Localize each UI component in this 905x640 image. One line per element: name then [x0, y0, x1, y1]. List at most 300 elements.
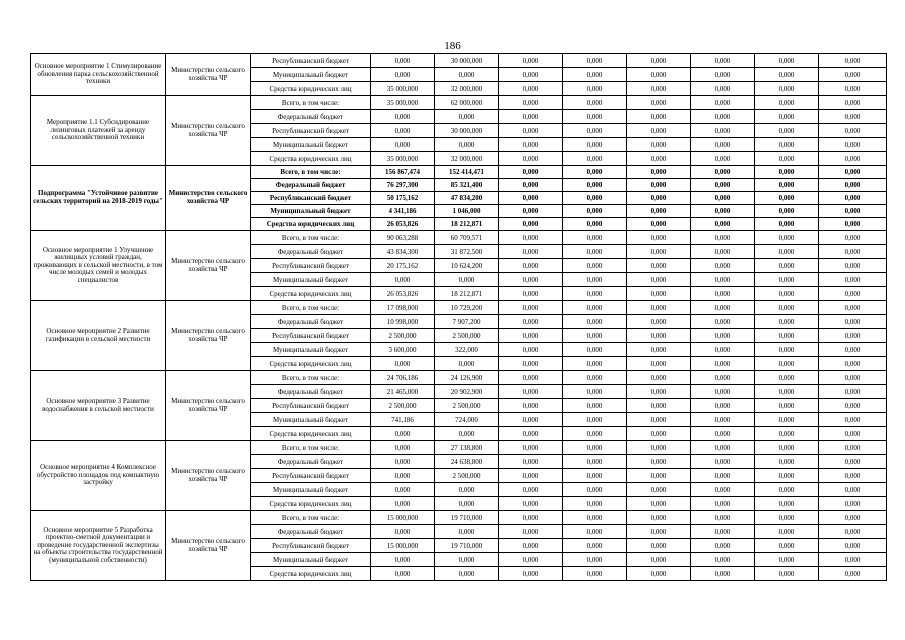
- amount-cell: 0,000: [499, 399, 563, 413]
- amount-cell: 0,000: [371, 54, 435, 68]
- program-name-cell: Основное мероприятие 2 Развитие газификации в сельской местности: [31, 301, 166, 371]
- amount-cell: 0,000: [755, 567, 819, 581]
- amount-cell: 0,000: [755, 192, 819, 205]
- amount-cell: 0,000: [371, 483, 435, 497]
- amount-cell: 0,000: [755, 399, 819, 413]
- amount-cell: 0,000: [691, 273, 755, 287]
- amount-cell: 0,000: [755, 483, 819, 497]
- amount-cell: 0,000: [499, 329, 563, 343]
- amount-cell: 0,000: [499, 82, 563, 96]
- amount-cell: 0,000: [499, 54, 563, 68]
- amount-cell: 0,000: [499, 110, 563, 124]
- funding-source-cell: Всего, в том числе:: [251, 231, 371, 245]
- funding-source-cell: Средства юридических лиц: [251, 82, 371, 96]
- amount-cell: 0,000: [627, 68, 691, 82]
- amount-cell: 0,000: [755, 68, 819, 82]
- amount-cell: 0,000: [755, 315, 819, 329]
- amount-cell: 0,000: [627, 82, 691, 96]
- amount-cell: 0,000: [563, 166, 627, 179]
- amount-cell: 0,000: [691, 192, 755, 205]
- amount-cell: 0,000: [819, 138, 887, 152]
- amount-cell: 0,000: [435, 68, 499, 82]
- amount-cell: 0,000: [819, 371, 887, 385]
- amount-cell: 18 212,871: [435, 287, 499, 301]
- amount-cell: 0,000: [627, 259, 691, 273]
- amount-cell: 0,000: [691, 301, 755, 315]
- amount-cell: 31 872,500: [435, 245, 499, 259]
- amount-cell: 0,000: [691, 511, 755, 525]
- amount-cell: 0,000: [499, 413, 563, 427]
- funding-source-cell: Муниципальный бюджет: [251, 68, 371, 82]
- amount-cell: 0,000: [499, 371, 563, 385]
- amount-cell: 0,000: [371, 469, 435, 483]
- amount-cell: 0,000: [627, 110, 691, 124]
- amount-cell: 0,000: [563, 301, 627, 315]
- amount-cell: 0,000: [755, 166, 819, 179]
- amount-cell: 0,000: [627, 371, 691, 385]
- amount-cell: 0,000: [563, 231, 627, 245]
- amount-cell: 0,000: [435, 138, 499, 152]
- amount-cell: 0,000: [755, 179, 819, 192]
- funding-source-cell: Средства юридических лиц: [251, 218, 371, 231]
- amount-cell: 0,000: [819, 124, 887, 138]
- amount-cell: 0,000: [819, 315, 887, 329]
- budget-table: [30, 53, 887, 581]
- amount-cell: 0,000: [755, 511, 819, 525]
- amount-cell: 0,000: [755, 427, 819, 441]
- amount-cell: 0,000: [371, 427, 435, 441]
- amount-cell: 2 500,000: [435, 329, 499, 343]
- amount-cell: 0,000: [627, 455, 691, 469]
- funding-source-cell: Республиканский бюджет: [251, 329, 371, 343]
- amount-cell: 0,000: [627, 205, 691, 218]
- amount-cell: 0,000: [691, 110, 755, 124]
- amount-cell: 0,000: [755, 455, 819, 469]
- amount-cell: 0,000: [499, 497, 563, 511]
- table-row: [31, 54, 887, 68]
- program-name-cell: Основное мероприятие 4 Комплексное обустройство площадок под компактную застройку: [31, 441, 166, 511]
- amount-cell: 0,000: [627, 553, 691, 567]
- amount-cell: 0,000: [371, 138, 435, 152]
- amount-cell: 0,000: [755, 231, 819, 245]
- funding-source-cell: Всего, в том числе:: [251, 96, 371, 110]
- amount-cell: 0,000: [819, 205, 887, 218]
- amount-cell: 0,000: [563, 259, 627, 273]
- amount-cell: 0,000: [819, 273, 887, 287]
- ministry-cell: Министерство сельского хозяйства ЧР: [166, 301, 251, 371]
- amount-cell: 0,000: [755, 218, 819, 231]
- amount-cell: 30 000,000: [435, 124, 499, 138]
- amount-cell: 0,000: [563, 567, 627, 581]
- amount-cell: 0,000: [627, 511, 691, 525]
- amount-cell: 0,000: [691, 54, 755, 68]
- amount-cell: 0,000: [563, 124, 627, 138]
- amount-cell: 0,000: [499, 483, 563, 497]
- amount-cell: 0,000: [499, 525, 563, 539]
- funding-source-cell: Всего, в том числе:: [251, 371, 371, 385]
- amount-cell: 0,000: [627, 315, 691, 329]
- amount-cell: 0,000: [627, 301, 691, 315]
- amount-cell: 0,000: [563, 441, 627, 455]
- program-name-cell: Основное мероприятие 5 Разработка проектно-сметной документации и проведение государственной экспертизы на объекты строительства государственной (муниципальной собственности): [31, 511, 166, 581]
- amount-cell: 32 000,000: [435, 82, 499, 96]
- amount-cell: 0,000: [627, 343, 691, 357]
- amount-cell: 0,000: [627, 329, 691, 343]
- amount-cell: 0,000: [499, 441, 563, 455]
- amount-cell: 0,000: [627, 357, 691, 371]
- amount-cell: 20 902,900: [435, 385, 499, 399]
- funding-source-cell: Всего, в том числе:: [251, 511, 371, 525]
- amount-cell: 0,000: [691, 469, 755, 483]
- amount-cell: 0,000: [627, 138, 691, 152]
- amount-cell: 0,000: [819, 399, 887, 413]
- amount-cell: 2 500,000: [371, 329, 435, 343]
- amount-cell: 0,000: [691, 245, 755, 259]
- amount-cell: 0,000: [755, 385, 819, 399]
- amount-cell: 0,000: [755, 82, 819, 96]
- amount-cell: 0,000: [371, 553, 435, 567]
- amount-cell: 0,000: [499, 357, 563, 371]
- amount-cell: 322,000: [435, 343, 499, 357]
- amount-cell: 0,000: [499, 124, 563, 138]
- amount-cell: 0,000: [627, 539, 691, 553]
- amount-cell: 0,000: [627, 192, 691, 205]
- amount-cell: 17 098,000: [371, 301, 435, 315]
- ministry-cell: Министерство сельского хозяйства ЧР: [166, 511, 251, 581]
- amount-cell: 0,000: [819, 192, 887, 205]
- amount-cell: 0,000: [691, 483, 755, 497]
- amount-cell: 0,000: [563, 553, 627, 567]
- amount-cell: 0,000: [499, 218, 563, 231]
- amount-cell: 0,000: [563, 357, 627, 371]
- amount-cell: 0,000: [819, 179, 887, 192]
- amount-cell: 0,000: [691, 68, 755, 82]
- funding-source-cell: Федеральный бюджет: [251, 455, 371, 469]
- amount-cell: 0,000: [691, 371, 755, 385]
- amount-cell: 0,000: [627, 497, 691, 511]
- amount-cell: 0,000: [627, 385, 691, 399]
- ministry-cell: Министерство сельского хозяйства ЧР: [166, 371, 251, 441]
- amount-cell: 0,000: [563, 287, 627, 301]
- amount-cell: 0,000: [563, 179, 627, 192]
- amount-cell: 0,000: [691, 329, 755, 343]
- amount-cell: 0,000: [627, 441, 691, 455]
- amount-cell: 0,000: [499, 259, 563, 273]
- amount-cell: 0,000: [371, 357, 435, 371]
- amount-cell: 10 998,000: [371, 315, 435, 329]
- amount-cell: 0,000: [499, 511, 563, 525]
- amount-cell: 0,000: [499, 287, 563, 301]
- amount-cell: 0,000: [627, 152, 691, 166]
- funding-source-cell: Республиканский бюджет: [251, 539, 371, 553]
- amount-cell: 0,000: [691, 343, 755, 357]
- amount-cell: 0,000: [691, 441, 755, 455]
- amount-cell: 0,000: [819, 553, 887, 567]
- table-row: [31, 166, 887, 179]
- amount-cell: 0,000: [627, 245, 691, 259]
- funding-source-cell: Республиканский бюджет: [251, 259, 371, 273]
- amount-cell: 0,000: [499, 427, 563, 441]
- amount-cell: 0,000: [499, 315, 563, 329]
- amount-cell: 0,000: [819, 68, 887, 82]
- amount-cell: 0,000: [819, 567, 887, 581]
- ministry-cell: Министерство сельского хозяйства ЧР: [166, 96, 251, 166]
- amount-cell: 0,000: [627, 567, 691, 581]
- amount-cell: 0,000: [691, 567, 755, 581]
- amount-cell: 0,000: [499, 301, 563, 315]
- funding-source-cell: Муниципальный бюджет: [251, 273, 371, 287]
- table-row: [31, 371, 887, 385]
- amount-cell: 0,000: [755, 371, 819, 385]
- amount-cell: 0,000: [435, 553, 499, 567]
- ministry-cell: Министерство сельского хозяйства ЧР: [166, 166, 251, 231]
- amount-cell: 0,000: [499, 273, 563, 287]
- amount-cell: 0,000: [755, 343, 819, 357]
- program-name-cell: Основное мероприятие 1 Стимулирование обновления парка сельскохозяйственной техники: [31, 54, 166, 96]
- funding-source-cell: Федеральный бюджет: [251, 179, 371, 192]
- amount-cell: 741,186: [371, 413, 435, 427]
- amount-cell: 0,000: [563, 82, 627, 96]
- amount-cell: 0,000: [499, 469, 563, 483]
- program-name-cell: Мероприятие 1.1 Субсидирование лизинговых платежей за аренду сельскохозяйственной техники: [31, 96, 166, 166]
- amount-cell: 0,000: [755, 54, 819, 68]
- amount-cell: 0,000: [627, 166, 691, 179]
- amount-cell: 27 138,800: [435, 441, 499, 455]
- amount-cell: 0,000: [563, 192, 627, 205]
- amount-cell: 0,000: [691, 124, 755, 138]
- amount-cell: 4 341,186: [371, 205, 435, 218]
- amount-cell: 0,000: [819, 245, 887, 259]
- amount-cell: 0,000: [499, 166, 563, 179]
- amount-cell: 0,000: [819, 427, 887, 441]
- amount-cell: 0,000: [755, 259, 819, 273]
- amount-cell: 0,000: [627, 218, 691, 231]
- amount-cell: 0,000: [819, 96, 887, 110]
- amount-cell: 0,000: [691, 553, 755, 567]
- amount-cell: 0,000: [691, 497, 755, 511]
- amount-cell: 10 729,200: [435, 301, 499, 315]
- amount-cell: 0,000: [819, 152, 887, 166]
- funding-source-cell: Средства юридических лиц: [251, 152, 371, 166]
- funding-source-cell: Средства юридических лиц: [251, 427, 371, 441]
- amount-cell: 0,000: [819, 259, 887, 273]
- table-row: [31, 441, 887, 455]
- amount-cell: 0,000: [371, 441, 435, 455]
- amount-cell: 0,000: [819, 511, 887, 525]
- amount-cell: 21 465,000: [371, 385, 435, 399]
- program-name-cell: Основное мероприятие 3 Развитие водоснабжения в сельской местности: [31, 371, 166, 441]
- amount-cell: 0,000: [691, 455, 755, 469]
- amount-cell: 0,000: [563, 413, 627, 427]
- amount-cell: 0,000: [755, 110, 819, 124]
- amount-cell: 7 907,200: [435, 315, 499, 329]
- amount-cell: 35 000,000: [371, 82, 435, 96]
- amount-cell: 156 867,474: [371, 166, 435, 179]
- amount-cell: 0,000: [819, 329, 887, 343]
- amount-cell: 2 500,000: [371, 399, 435, 413]
- amount-cell: 0,000: [755, 138, 819, 152]
- funding-source-cell: Республиканский бюджет: [251, 54, 371, 68]
- funding-source-cell: Муниципальный бюджет: [251, 343, 371, 357]
- funding-source-cell: Муниципальный бюджет: [251, 483, 371, 497]
- program-name-cell: Основное мероприятие 1 Улучшение жилищных условий граждан, проживающих в сельской местности, в том числе молодых семей и молодых специалистов: [31, 231, 166, 301]
- amount-cell: 0,000: [371, 110, 435, 124]
- amount-cell: 0,000: [755, 245, 819, 259]
- amount-cell: 0,000: [499, 152, 563, 166]
- amount-cell: 0,000: [691, 179, 755, 192]
- amount-cell: 0,000: [755, 273, 819, 287]
- ministry-cell: Министерство сельского хозяйства ЧР: [166, 231, 251, 301]
- amount-cell: 0,000: [627, 179, 691, 192]
- amount-cell: 0,000: [563, 497, 627, 511]
- amount-cell: 0,000: [563, 525, 627, 539]
- amount-cell: 0,000: [819, 231, 887, 245]
- amount-cell: 0,000: [755, 205, 819, 218]
- amount-cell: 0,000: [627, 54, 691, 68]
- amount-cell: 0,000: [819, 469, 887, 483]
- amount-cell: 0,000: [563, 455, 627, 469]
- amount-cell: 90 063,288: [371, 231, 435, 245]
- amount-cell: 0,000: [627, 96, 691, 110]
- funding-source-cell: Федеральный бюджет: [251, 245, 371, 259]
- ministry-cell: Министерство сельского хозяйства ЧР: [166, 54, 251, 96]
- amount-cell: 0,000: [755, 553, 819, 567]
- amount-cell: 0,000: [755, 287, 819, 301]
- amount-cell: 0,000: [499, 192, 563, 205]
- funding-source-cell: Муниципальный бюджет: [251, 413, 371, 427]
- amount-cell: 60 709,571: [435, 231, 499, 245]
- amount-cell: 0,000: [435, 525, 499, 539]
- amount-cell: 0,000: [371, 525, 435, 539]
- amount-cell: 0,000: [755, 152, 819, 166]
- amount-cell: 19 710,000: [435, 511, 499, 525]
- amount-cell: 0,000: [691, 385, 755, 399]
- amount-cell: 18 212,871: [435, 218, 499, 231]
- amount-cell: 0,000: [563, 469, 627, 483]
- amount-cell: 0,000: [627, 483, 691, 497]
- amount-cell: 0,000: [563, 343, 627, 357]
- amount-cell: 0,000: [627, 287, 691, 301]
- amount-cell: 0,000: [755, 539, 819, 553]
- amount-cell: 0,000: [819, 455, 887, 469]
- amount-cell: 0,000: [563, 315, 627, 329]
- amount-cell: 0,000: [627, 525, 691, 539]
- amount-cell: 76 297,300: [371, 179, 435, 192]
- amount-cell: 0,000: [371, 497, 435, 511]
- amount-cell: 0,000: [819, 441, 887, 455]
- funding-source-cell: Федеральный бюджет: [251, 315, 371, 329]
- funding-source-cell: Республиканский бюджет: [251, 469, 371, 483]
- amount-cell: 0,000: [563, 152, 627, 166]
- amount-cell: 0,000: [691, 152, 755, 166]
- amount-cell: 15 000,000: [371, 511, 435, 525]
- amount-cell: 0,000: [755, 301, 819, 315]
- amount-cell: 0,000: [563, 399, 627, 413]
- amount-cell: 0,000: [755, 413, 819, 427]
- amount-cell: 0,000: [755, 357, 819, 371]
- amount-cell: 0,000: [691, 315, 755, 329]
- amount-cell: 0,000: [435, 427, 499, 441]
- amount-cell: 0,000: [755, 525, 819, 539]
- amount-cell: 0,000: [691, 138, 755, 152]
- amount-cell: 24 638,800: [435, 455, 499, 469]
- amount-cell: 0,000: [819, 483, 887, 497]
- amount-cell: 0,000: [819, 218, 887, 231]
- amount-cell: 0,000: [627, 469, 691, 483]
- amount-cell: 26 053,826: [371, 287, 435, 301]
- amount-cell: 30 000,000: [435, 54, 499, 68]
- amount-cell: 0,000: [435, 497, 499, 511]
- amount-cell: 0,000: [371, 567, 435, 581]
- page-number: 186: [444, 40, 461, 52]
- amount-cell: 0,000: [819, 539, 887, 553]
- amount-cell: 0,000: [691, 525, 755, 539]
- funding-source-cell: Муниципальный бюджет: [251, 138, 371, 152]
- funding-source-cell: Всего, в том числе:: [251, 441, 371, 455]
- amount-cell: 0,000: [563, 329, 627, 343]
- amount-cell: 0,000: [819, 301, 887, 315]
- amount-cell: 3 600,000: [371, 343, 435, 357]
- amount-cell: 0,000: [819, 385, 887, 399]
- ministry-cell: Министерство сельского хозяйства ЧР: [166, 441, 251, 511]
- funding-source-cell: Республиканский бюджет: [251, 192, 371, 205]
- funding-source-cell: Средства юридических лиц: [251, 567, 371, 581]
- amount-cell: 0,000: [627, 231, 691, 245]
- amount-cell: 0,000: [499, 343, 563, 357]
- funding-source-cell: Средства юридических лиц: [251, 357, 371, 371]
- amount-cell: 0,000: [819, 287, 887, 301]
- amount-cell: 0,000: [435, 357, 499, 371]
- amount-cell: 0,000: [819, 497, 887, 511]
- amount-cell: 0,000: [755, 124, 819, 138]
- amount-cell: 152 414,471: [435, 166, 499, 179]
- amount-cell: 0,000: [563, 427, 627, 441]
- funding-source-cell: Федеральный бюджет: [251, 110, 371, 124]
- amount-cell: 0,000: [819, 343, 887, 357]
- amount-cell: 0,000: [691, 205, 755, 218]
- funding-source-cell: Муниципальный бюджет: [251, 553, 371, 567]
- amount-cell: 0,000: [691, 166, 755, 179]
- amount-cell: 0,000: [691, 218, 755, 231]
- amount-cell: 20 175,162: [371, 259, 435, 273]
- amount-cell: 0,000: [563, 205, 627, 218]
- funding-source-cell: Всего, в том числе:: [251, 166, 371, 179]
- amount-cell: 15 000,000: [371, 539, 435, 553]
- amount-cell: 0,000: [563, 54, 627, 68]
- amount-cell: 0,000: [627, 124, 691, 138]
- amount-cell: 0,000: [499, 455, 563, 469]
- amount-cell: 2 500,000: [435, 469, 499, 483]
- amount-cell: 0,000: [755, 329, 819, 343]
- funding-source-cell: Федеральный бюджет: [251, 525, 371, 539]
- table-row: [31, 96, 887, 110]
- amount-cell: 0,000: [499, 231, 563, 245]
- amount-cell: 50 175,162: [371, 192, 435, 205]
- amount-cell: 0,000: [371, 273, 435, 287]
- funding-source-cell: Муниципальный бюджет: [251, 205, 371, 218]
- amount-cell: 0,000: [371, 124, 435, 138]
- amount-cell: 0,000: [499, 138, 563, 152]
- amount-cell: 724,000: [435, 413, 499, 427]
- amount-cell: 0,000: [563, 245, 627, 259]
- amount-cell: 0,000: [435, 567, 499, 581]
- table-row: [31, 231, 887, 245]
- amount-cell: 0,000: [691, 539, 755, 553]
- amount-cell: 0,000: [563, 68, 627, 82]
- amount-cell: 0,000: [819, 54, 887, 68]
- amount-cell: 0,000: [819, 525, 887, 539]
- amount-cell: 0,000: [691, 287, 755, 301]
